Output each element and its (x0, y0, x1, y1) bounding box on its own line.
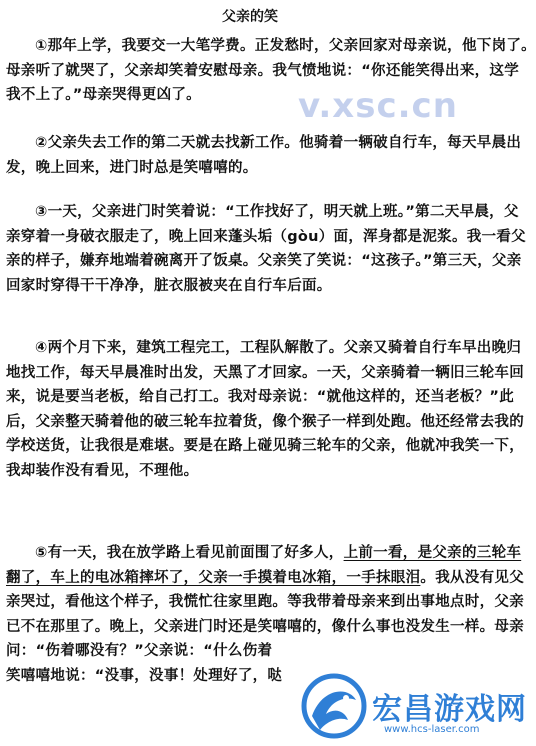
paragraph-line: 回家时穿得干干净净，脏衣服被夹在自行车后面。 (6, 277, 332, 294)
paragraph-line: 来，说是要当老板，给自己打工。我对母亲说：“就他这样的，还当老板？”此 (6, 389, 515, 405)
paragraph-line: 我却装作没有看见，不理他。 (6, 462, 199, 479)
site-logo-name: 宏昌游戏网 (372, 692, 527, 727)
paragraph-2 (6, 131, 522, 180)
paragraph-line: 后，父亲整天骑着他的破三轮车拉着货，像个猴子一样到处跑。他还经常去我的 (6, 413, 524, 430)
paragraph-line: 发，晚上回来，进门时总是笑嘻嘻的。 (6, 159, 258, 176)
paragraph-line (6, 566, 525, 591)
underlined-text: 上前一看，是父亲的三轮车 (343, 545, 522, 561)
paragraph-4 (6, 336, 524, 483)
watermark-text: v.xsc.cn (298, 86, 458, 126)
paragraph-line: 我不上了。”母亲哭得更凶了。 (6, 87, 201, 103)
paragraph-line: 母亲听了就哭了，父亲却笑着安慰母亲。我气愤地说：“你还能笑得出来，这学 (6, 62, 520, 79)
document-title: 父亲的笑 (222, 9, 278, 25)
paragraph-line: 笑嘻嘻地说：“没事，没事！处理好了，哒 (6, 667, 283, 684)
paragraph-1 (6, 34, 536, 108)
paragraph-line: ③一天，父亲进门时笑着说：“工作找好了，明天就上班。”第二天早晨，父 (35, 204, 519, 220)
paragraph-line: 已不在那里了。晚上，父亲进门时还是笑嘻嘻的，像什么事也没发生一样。母亲 (6, 618, 524, 635)
paragraph-line: ④两个月下来，建筑工程完工，工程队解散了。父亲又骑着自行车早出晚归 (35, 340, 522, 356)
paragraph-line: 问：“伤着哪没有？”父亲说：“什么伤着 (6, 643, 273, 659)
text-segment: ⑤有一天，我在放学路上看见前面围了好多人， (35, 545, 344, 561)
paragraph-line: 亲的样子，嫌弃地端着碗离开了饭桌。父亲笑了笑说：“这孩子。”第三天，父亲 (6, 253, 522, 269)
paragraph-line: 亲穿着一身破衣服走了，晚上回来蓬头垢（gòu）面，浑身都是泥浆。我一看父 (6, 228, 526, 245)
paragraph-line: ②父亲失去工作的第二天就去找新工作。他骑着一辆破自行车，每天早晨出 (35, 135, 522, 151)
paragraph-line: 地找工作，每天早晨准时出发，天黑了才回家。一天，父亲骑着一辆旧三轮车回 (6, 364, 524, 381)
underlined-text: 翻了，车上的电冰箱摔坏了，父亲一手摸着电冰箱，一手抹眼泪 (6, 569, 421, 586)
paragraph-3 (6, 200, 526, 298)
paragraph-line: 亲哭过，看他这个样子，我慌忙往家里跑。等我带着母亲来到出事地点时，父亲 (6, 594, 524, 610)
dragon-logo-icon (298, 670, 370, 742)
site-logo-url: www.hcs-laser.com (384, 724, 480, 735)
paragraph-line: 学校送货，让我很是难堪。要是在路上碰见骑三轮车的父亲，他就冲我笑一下， (6, 438, 524, 454)
paragraph-line: ①那年上学，我要交一大笔学费。正发愁时，父亲回家对母亲说，他下岗了。 (35, 38, 536, 54)
text-segment: 。我从没有见父 (420, 569, 525, 586)
paragraph-line (6, 541, 522, 566)
